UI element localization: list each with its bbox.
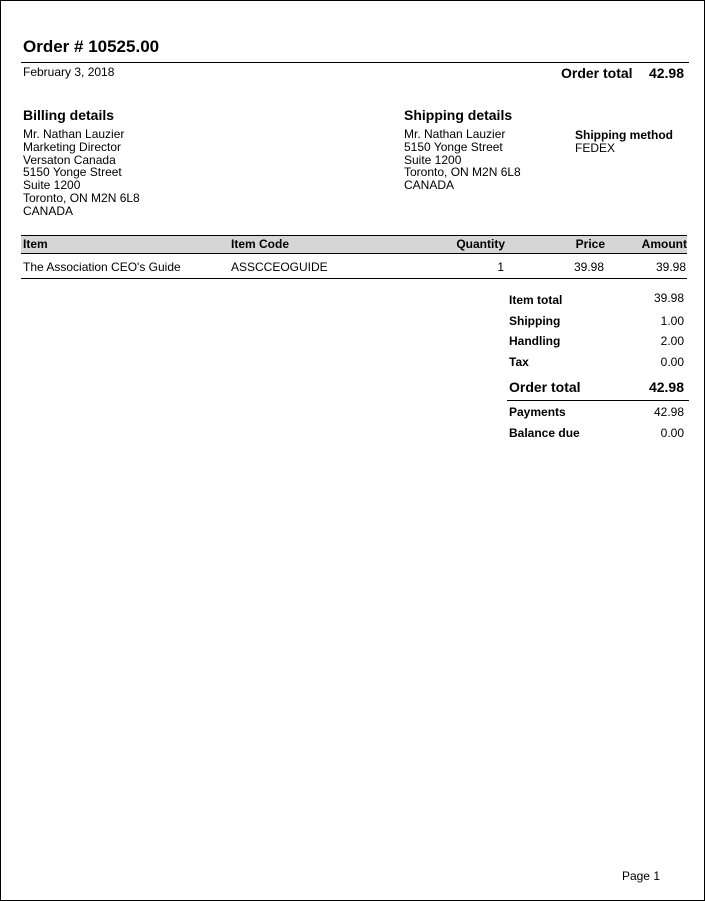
cell-amount: 39.98 bbox=[655, 260, 686, 274]
cell-item-code: ASSCCEOGUIDE bbox=[231, 260, 328, 274]
cell-item: The Association CEO's Guide bbox=[23, 260, 181, 274]
item-total-label: Item total bbox=[509, 293, 563, 307]
shipping-address bbox=[404, 128, 521, 192]
order-date: February 3, 2018 bbox=[23, 65, 115, 79]
tax-value: 0.00 bbox=[660, 355, 684, 369]
billing-address bbox=[23, 128, 140, 218]
column-header-amount: Amount bbox=[641, 237, 687, 251]
order-title: Order # 10525.00 bbox=[23, 37, 160, 56]
shipping-label: Shipping bbox=[509, 314, 561, 328]
billing-line: Toronto, ON M2N 6L8 bbox=[23, 190, 140, 205]
column-header-item: Item bbox=[23, 237, 48, 251]
handling-value: 2.00 bbox=[660, 334, 684, 348]
billing-line: Versaton Canada bbox=[23, 152, 116, 167]
balance-due-value: 0.00 bbox=[660, 426, 684, 440]
column-header-quantity: Quantity bbox=[456, 237, 505, 251]
balance-due-label: Balance due bbox=[509, 426, 580, 440]
shipping-line: Mr. Nathan Lauzier bbox=[404, 127, 506, 141]
shipping-line: 5150 Yonge Street bbox=[404, 139, 503, 154]
shipping-method-value: FEDEX bbox=[575, 141, 616, 155]
cell-price: 39.98 bbox=[573, 260, 604, 274]
shipping-heading: Shipping details bbox=[404, 107, 513, 123]
shipping-line: Toronto, ON M2N 6L8 bbox=[404, 165, 521, 180]
shipping-value: 1.00 bbox=[660, 314, 684, 328]
summary-order-total-label: Order total bbox=[509, 379, 581, 395]
summary-divider bbox=[507, 400, 689, 401]
header-order-total-label: Order total bbox=[561, 65, 633, 81]
billing-heading: Billing details bbox=[23, 107, 115, 123]
tax-label: Tax bbox=[509, 355, 529, 369]
billing-line: Mr. Nathan Lauzier bbox=[23, 127, 125, 141]
payments-label: Payments bbox=[509, 405, 566, 419]
billing-line: 5150 Yonge Street bbox=[23, 165, 122, 180]
payments-value: 42.98 bbox=[653, 405, 684, 419]
shipping-method-label: Shipping method bbox=[575, 128, 673, 142]
billing-line: CANADA bbox=[23, 203, 74, 218]
shipping-line: CANADA bbox=[404, 178, 455, 193]
table-bottom-divider bbox=[21, 278, 687, 279]
header-divider bbox=[21, 62, 689, 63]
handling-label: Handling bbox=[509, 334, 561, 348]
column-header-price: Price bbox=[575, 237, 605, 251]
summary-order-total-value: 42.98 bbox=[648, 379, 684, 395]
cell-quantity: 1 bbox=[497, 260, 504, 274]
item-total-value: 39.98 bbox=[653, 291, 684, 305]
header-order-total-value: 42.98 bbox=[648, 65, 684, 81]
items-table-header bbox=[21, 235, 687, 254]
billing-line: Marketing Director bbox=[23, 139, 122, 154]
shipping-line: Suite 1200 bbox=[404, 152, 462, 167]
page-number: Page 1 bbox=[621, 869, 660, 883]
column-header-item-code: Item Code bbox=[231, 237, 290, 251]
billing-line: Suite 1200 bbox=[23, 178, 81, 193]
